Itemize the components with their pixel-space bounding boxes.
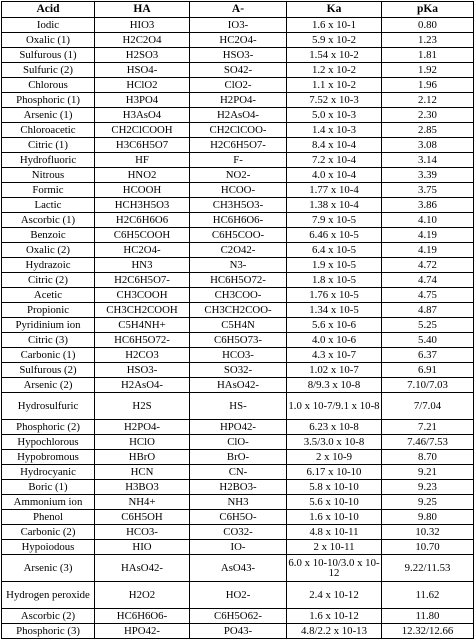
table-row — [2, 213, 474, 228]
pka-value-cell: 1.23 — [382, 33, 474, 48]
acid-formula-cell: CH3CH2COOH — [95, 303, 190, 318]
header-acid: Acid — [2, 2, 95, 18]
acid-name-cell: Ascorbic (1) — [2, 213, 95, 228]
acid-formula-cell: H2C6H5O7- — [95, 273, 190, 288]
table-row — [2, 510, 474, 525]
acid-formula-cell: H2PO4- — [95, 420, 190, 435]
ka-value-cell: 1.0 x 10-7/9.1 x 10-8 — [287, 393, 382, 420]
acid-formula-cell: CH3COOH — [95, 288, 190, 303]
table-row — [2, 624, 474, 639]
table-row — [2, 495, 474, 510]
conjugate-base-cell: HSO3- — [190, 48, 287, 63]
header-pka: pKa — [382, 2, 474, 18]
table-row — [2, 288, 474, 303]
pka-value-cell: 0.80 — [382, 18, 474, 33]
conjugate-base-cell: CN- — [190, 465, 287, 480]
acid-name-cell: Hydrazoic — [2, 258, 95, 273]
pka-value-cell: 4.72 — [382, 258, 474, 273]
pka-value-cell: 4.10 — [382, 213, 474, 228]
conjugate-base-cell: C5H4N — [190, 318, 287, 333]
acid-formula-cell: H3PO4 — [95, 93, 190, 108]
acid-formula-cell: HBrO — [95, 450, 190, 465]
table-row — [2, 183, 474, 198]
conjugate-base-cell: H2AsO4- — [190, 108, 287, 123]
ka-value-cell: 5.6 x 10-6 — [287, 318, 382, 333]
acid-name-cell: Carbonic (2) — [2, 525, 95, 540]
table-row — [2, 465, 474, 480]
table-row — [2, 228, 474, 243]
conjugate-base-cell: CH2ClCOO- — [190, 123, 287, 138]
table-row — [2, 243, 474, 258]
ka-value-cell: 1.77 x 10-4 — [287, 183, 382, 198]
acid-name-cell: Hydrosulfuric — [2, 393, 95, 420]
ka-value-cell: 4.3 x 10-7 — [287, 348, 382, 363]
acid-name-cell: Propionic — [2, 303, 95, 318]
acid-name-cell: Arsenic (3) — [2, 555, 95, 582]
table-row — [2, 393, 474, 420]
conjugate-base-cell: CO32- — [190, 525, 287, 540]
conjugate-base-cell: F- — [190, 153, 287, 168]
table-row — [2, 18, 474, 33]
pka-value-cell: 7/7.04 — [382, 393, 474, 420]
table-row — [2, 420, 474, 435]
conjugate-base-cell: C6H5O- — [190, 510, 287, 525]
pka-value-cell: 3.86 — [382, 198, 474, 213]
table-body — [2, 18, 474, 639]
acid-dissociation-table — [1, 1, 474, 639]
acid-formula-cell: H3BO3 — [95, 480, 190, 495]
acid-formula-cell: HC6H6O6- — [95, 609, 190, 624]
table-row — [2, 450, 474, 465]
ka-value-cell: 1.4 x 10-3 — [287, 123, 382, 138]
pka-value-cell: 8.70 — [382, 450, 474, 465]
table-row — [2, 363, 474, 378]
pka-value-cell: 2.85 — [382, 123, 474, 138]
pka-value-cell: 1.81 — [382, 48, 474, 63]
table-row — [2, 555, 474, 582]
acid-formula-cell: HCOOH — [95, 183, 190, 198]
table-row — [2, 138, 474, 153]
conjugate-base-cell: HPO42- — [190, 420, 287, 435]
pka-value-cell: 7.21 — [382, 420, 474, 435]
acid-name-cell: Citric (1) — [2, 138, 95, 153]
acid-name-cell: Acetic — [2, 288, 95, 303]
acid-formula-cell: HF — [95, 153, 190, 168]
table-row — [2, 168, 474, 183]
table-row — [2, 93, 474, 108]
ka-value-cell: 1.8 x 10-5 — [287, 273, 382, 288]
ka-value-cell: 1.6 x 10-10 — [287, 510, 382, 525]
acid-formula-cell: H3C6H5O7 — [95, 138, 190, 153]
ka-value-cell: 2.4 x 10-12 — [287, 582, 382, 609]
ka-value-cell: 1.9 x 10-5 — [287, 258, 382, 273]
acid-formula-cell: H2S — [95, 393, 190, 420]
table-row — [2, 48, 474, 63]
acid-name-cell: Hypoiodous — [2, 540, 95, 555]
acid-formula-cell: HC6H5O72- — [95, 333, 190, 348]
acid-name-cell: Ammonium ion — [2, 495, 95, 510]
pka-value-cell: 6.37 — [382, 348, 474, 363]
acid-formula-cell: H2AsO4- — [95, 378, 190, 393]
ka-value-cell: 8.4 x 10-4 — [287, 138, 382, 153]
acid-formula-cell: HSO3- — [95, 363, 190, 378]
pka-value-cell: 11.80 — [382, 609, 474, 624]
pka-value-cell: 9.22/11.53 — [382, 555, 474, 582]
table-row — [2, 378, 474, 393]
pka-value-cell: 7.46/7.53 — [382, 435, 474, 450]
acid-name-cell: Hydrocyanic — [2, 465, 95, 480]
pka-value-cell: 4.74 — [382, 273, 474, 288]
header-ha: HA — [95, 2, 190, 18]
acid-formula-cell: H2CO3 — [95, 348, 190, 363]
table-row — [2, 582, 474, 609]
acid-name-cell: Chlorous — [2, 78, 95, 93]
conjugate-base-cell: BrO- — [190, 450, 287, 465]
conjugate-base-cell: PO43- — [190, 624, 287, 639]
conjugate-base-cell: C6H5COO- — [190, 228, 287, 243]
conjugate-base-cell: HC6H5O72- — [190, 273, 287, 288]
table-row — [2, 108, 474, 123]
ka-value-cell: 6.0 x 10-10/3.0 x 10-12 — [287, 555, 382, 582]
ka-value-cell: 3.5/3.0 x 10-8 — [287, 435, 382, 450]
conjugate-base-cell: HCO3- — [190, 348, 287, 363]
acid-formula-cell: HIO3 — [95, 18, 190, 33]
table-row — [2, 318, 474, 333]
conjugate-base-cell: IO- — [190, 540, 287, 555]
acid-formula-cell: NH4+ — [95, 495, 190, 510]
conjugate-base-cell: ClO- — [190, 435, 287, 450]
pka-value-cell: 9.25 — [382, 495, 474, 510]
acid-name-cell: Pyridinium ion — [2, 318, 95, 333]
table-row — [2, 33, 474, 48]
ka-value-cell: 6.23 x 10-8 — [287, 420, 382, 435]
ka-value-cell: 1.34 x 10-5 — [287, 303, 382, 318]
ka-value-cell: 5.0 x 10-3 — [287, 108, 382, 123]
acid-formula-cell: HPO42- — [95, 624, 190, 639]
header-ka: Ka — [287, 2, 382, 18]
ka-value-cell: 2 x 10-9 — [287, 450, 382, 465]
conjugate-base-cell: N3- — [190, 258, 287, 273]
pka-value-cell: 3.08 — [382, 138, 474, 153]
acid-name-cell: Hypobromous — [2, 450, 95, 465]
table-row — [2, 540, 474, 555]
conjugate-base-cell: NH3 — [190, 495, 287, 510]
acid-name-cell: Hydrogen peroxide — [2, 582, 95, 609]
acid-name-cell: Chloroacetic — [2, 123, 95, 138]
conjugate-base-cell: CH3CH2COO- — [190, 303, 287, 318]
pka-value-cell: 3.75 — [382, 183, 474, 198]
acid-formula-cell: HCO3- — [95, 525, 190, 540]
ka-value-cell: 7.2 x 10-4 — [287, 153, 382, 168]
table-row — [2, 198, 474, 213]
ka-value-cell: 6.46 x 10-5 — [287, 228, 382, 243]
pka-value-cell: 1.92 — [382, 63, 474, 78]
acid-formula-cell: HNO2 — [95, 168, 190, 183]
acid-formula-cell: HN3 — [95, 258, 190, 273]
ka-value-cell: 1.6 x 10-12 — [287, 609, 382, 624]
ka-value-cell: 7.9 x 10-5 — [287, 213, 382, 228]
conjugate-base-cell: CH3COO- — [190, 288, 287, 303]
conjugate-base-cell: C2O42- — [190, 243, 287, 258]
acid-formula-cell: C5H4NH+ — [95, 318, 190, 333]
ka-value-cell: 6.4 x 10-5 — [287, 243, 382, 258]
acid-name-cell: Citric (3) — [2, 333, 95, 348]
pka-value-cell: 3.39 — [382, 168, 474, 183]
pka-value-cell: 7.10/7.03 — [382, 378, 474, 393]
pka-value-cell: 1.96 — [382, 78, 474, 93]
pka-value-cell: 9.21 — [382, 465, 474, 480]
table-row — [2, 78, 474, 93]
ka-value-cell: 2 x 10-11 — [287, 540, 382, 555]
pka-value-cell: 11.62 — [382, 582, 474, 609]
ka-value-cell: 4.8/2.2 x 10-13 — [287, 624, 382, 639]
conjugate-base-cell: SO42- — [190, 63, 287, 78]
ka-value-cell: 1.6 x 10-1 — [287, 18, 382, 33]
ka-value-cell: 5.9 x 10-2 — [287, 33, 382, 48]
conjugate-base-cell: H2BO3- — [190, 480, 287, 495]
pka-value-cell: 4.19 — [382, 243, 474, 258]
pka-value-cell: 10.70 — [382, 540, 474, 555]
pka-value-cell: 10.32 — [382, 525, 474, 540]
ka-value-cell: 5.6 x 10-10 — [287, 495, 382, 510]
acid-name-cell: Boric (1) — [2, 480, 95, 495]
acid-formula-cell: C6H5COOH — [95, 228, 190, 243]
acid-name-cell: Phenol — [2, 510, 95, 525]
acid-formula-cell: H2C6H6O6 — [95, 213, 190, 228]
acid-formula-cell: HCN — [95, 465, 190, 480]
acid-name-cell: Sulfuric (2) — [2, 63, 95, 78]
acid-name-cell: Phosphoric (3) — [2, 624, 95, 639]
pka-value-cell: 4.75 — [382, 288, 474, 303]
acid-formula-cell: HAsO42- — [95, 555, 190, 582]
pka-value-cell: 5.40 — [382, 333, 474, 348]
acid-formula-cell: H3AsO4 — [95, 108, 190, 123]
acid-formula-cell: H2O2 — [95, 582, 190, 609]
header-conjugate-base: A- — [190, 2, 287, 18]
pka-value-cell: 4.19 — [382, 228, 474, 243]
acid-formula-cell: HClO2 — [95, 78, 190, 93]
table-row — [2, 609, 474, 624]
pka-value-cell: 12.32/12.66 — [382, 624, 474, 639]
ka-value-cell: 1.1 x 10-2 — [287, 78, 382, 93]
table-row — [2, 258, 474, 273]
pka-value-cell: 6.91 — [382, 363, 474, 378]
acid-name-cell: Arsenic (2) — [2, 378, 95, 393]
conjugate-base-cell: NO2- — [190, 168, 287, 183]
ka-value-cell: 1.02 x 10-7 — [287, 363, 382, 378]
ka-value-cell: 1.76 x 10-5 — [287, 288, 382, 303]
conjugate-base-cell: HO2- — [190, 582, 287, 609]
acid-name-cell: Oxalic (1) — [2, 33, 95, 48]
pka-value-cell: 9.80 — [382, 510, 474, 525]
table-row — [2, 435, 474, 450]
ka-value-cell: 4.8 x 10-11 — [287, 525, 382, 540]
ka-value-cell: 4.0 x 10-6 — [287, 333, 382, 348]
ka-value-cell: 7.52 x 10-3 — [287, 93, 382, 108]
ka-value-cell: 6.17 x 10-10 — [287, 465, 382, 480]
acid-name-cell: Iodic — [2, 18, 95, 33]
conjugate-base-cell: IO3- — [190, 18, 287, 33]
conjugate-base-cell: C6H5O73- — [190, 333, 287, 348]
acid-formula-cell: HCH3H5O3 — [95, 198, 190, 213]
conjugate-base-cell: H2C6H5O7- — [190, 138, 287, 153]
ka-value-cell: 1.38 x 10-4 — [287, 198, 382, 213]
conjugate-base-cell: HAsO42- — [190, 378, 287, 393]
acid-name-cell: Phosphoric (1) — [2, 93, 95, 108]
table-row — [2, 525, 474, 540]
conjugate-base-cell: HCOO- — [190, 183, 287, 198]
acid-formula-cell: HSO4- — [95, 63, 190, 78]
conjugate-base-cell: HC6H6O6- — [190, 213, 287, 228]
pka-value-cell: 2.12 — [382, 93, 474, 108]
pka-value-cell: 9.23 — [382, 480, 474, 495]
table-row — [2, 348, 474, 363]
table-row — [2, 303, 474, 318]
acid-name-cell: Hydrofluoric — [2, 153, 95, 168]
conjugate-base-cell: HC2O4- — [190, 33, 287, 48]
acid-formula-cell: HIO — [95, 540, 190, 555]
acid-name-cell: Hypochlorous — [2, 435, 95, 450]
pka-value-cell: 4.87 — [382, 303, 474, 318]
acid-name-cell: Nitrous — [2, 168, 95, 183]
table-row — [2, 480, 474, 495]
ka-value-cell: 1.54 x 10-2 — [287, 48, 382, 63]
acid-formula-cell: HClO — [95, 435, 190, 450]
ka-value-cell: 5.8 x 10-10 — [287, 480, 382, 495]
conjugate-base-cell: SO32- — [190, 363, 287, 378]
acid-name-cell: Phosphoric (2) — [2, 420, 95, 435]
acid-name-cell: Carbonic (1) — [2, 348, 95, 363]
acid-name-cell: Lactic — [2, 198, 95, 213]
table-row — [2, 123, 474, 138]
pka-value-cell: 2.30 — [382, 108, 474, 123]
acid-name-cell: Citric (2) — [2, 273, 95, 288]
table-row — [2, 153, 474, 168]
acid-name-cell: Sulfurous (1) — [2, 48, 95, 63]
pka-value-cell: 3.14 — [382, 153, 474, 168]
header-row — [2, 2, 474, 18]
table-row — [2, 333, 474, 348]
conjugate-base-cell: AsO43- — [190, 555, 287, 582]
conjugate-base-cell: C6H5O62- — [190, 609, 287, 624]
conjugate-base-cell: H2PO4- — [190, 93, 287, 108]
acid-name-cell: Sulfurous (2) — [2, 363, 95, 378]
acid-formula-cell: C6H5OH — [95, 510, 190, 525]
acid-formula-cell: H2C2O4 — [95, 33, 190, 48]
acid-name-cell: Ascorbic (2) — [2, 609, 95, 624]
conjugate-base-cell: CH3H5O3- — [190, 198, 287, 213]
acid-name-cell: Formic — [2, 183, 95, 198]
acid-name-cell: Benzoic — [2, 228, 95, 243]
acid-formula-cell: HC2O4- — [95, 243, 190, 258]
acid-name-cell: Oxalic (2) — [2, 243, 95, 258]
table-row — [2, 273, 474, 288]
acid-name-cell: Arsenic (1) — [2, 108, 95, 123]
acid-formula-cell: CH2ClCOOH — [95, 123, 190, 138]
pka-value-cell: 5.25 — [382, 318, 474, 333]
ka-value-cell: 1.2 x 10-2 — [287, 63, 382, 78]
ka-value-cell: 8/9.3 x 10-8 — [287, 378, 382, 393]
conjugate-base-cell: HS- — [190, 393, 287, 420]
table-row — [2, 63, 474, 78]
conjugate-base-cell: ClO2- — [190, 78, 287, 93]
acid-formula-cell: H2SO3 — [95, 48, 190, 63]
ka-value-cell: 4.0 x 10-4 — [287, 168, 382, 183]
